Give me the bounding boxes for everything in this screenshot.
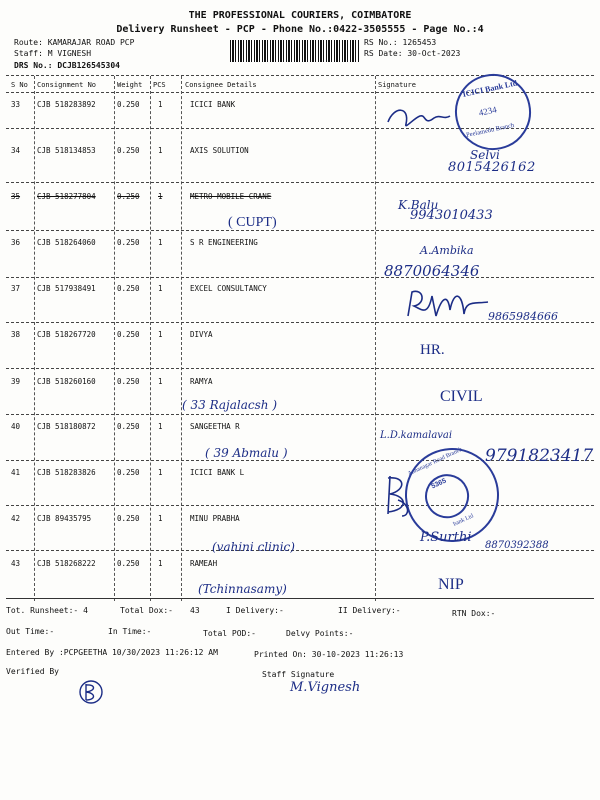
handwritten-signature: K.Balu: [398, 198, 439, 212]
cell-pcs: 1: [158, 192, 163, 201]
handwritten-note: HR.: [420, 342, 445, 358]
drs-number: DRS No.: DCJB126545304: [14, 61, 120, 70]
handwritten-note: CIVIL: [440, 388, 483, 405]
cell-consignment: CJB 518180872: [37, 422, 96, 431]
handwritten-phone: 8015426162: [448, 160, 536, 175]
handwritten-address: ( 33 Rajalacsh ): [182, 398, 278, 412]
handwritten-note: NIP: [438, 576, 464, 593]
cell-weight: 0.250: [117, 559, 140, 568]
route-label: Route: KAMARAJAR ROAD PCP: [14, 38, 135, 47]
stamp-code: 4234: [477, 104, 498, 118]
verified-by-label: Verified By: [6, 667, 59, 676]
cell-sno: 37: [11, 284, 21, 293]
cell-consignee: DIVYA: [190, 330, 213, 339]
i-delivery-label: I Delivery:-: [226, 606, 284, 615]
cell-sno: 38: [11, 330, 21, 339]
stamp-branch: Peelamedu Branch: [465, 121, 515, 139]
cell-consignee: S R ENGINEERING: [190, 238, 258, 247]
cell-sno: 43: [11, 559, 21, 568]
out-time-label: Out Time:-: [6, 627, 55, 636]
cell-consignment: CJB 518260160: [37, 377, 96, 386]
printed-on: Printed On: 30-10-2023 11:26:13: [254, 650, 404, 659]
cell-consignee: MINU PRABHA: [190, 514, 240, 523]
cell-weight: 0.250: [117, 146, 140, 155]
row-divider: [6, 230, 594, 231]
cell-consignment: CJB 518283892: [37, 100, 96, 109]
handwritten-phone: 8870064346: [384, 262, 480, 280]
cell-consignment: CJB 518283826: [37, 468, 96, 477]
rtn-dox-label: RTN Dox:-: [452, 609, 496, 618]
cell-consignment: CJB 518277804: [37, 192, 96, 201]
signature-row37: [402, 286, 492, 326]
col-header-consignment: Consignment No: [37, 81, 97, 89]
cell-consignee: RAMYA: [190, 377, 213, 386]
cell-pcs: 1: [158, 559, 163, 568]
cell-pcs: 1: [158, 238, 163, 247]
cell-weight: 0.250: [117, 377, 140, 386]
total-dox-value: 43: [190, 606, 200, 615]
cell-consignee: SANGEETHA R: [190, 422, 240, 431]
signature-row33: [384, 100, 454, 136]
cell-pcs: 1: [158, 330, 163, 339]
total-dox-label: Total Dox:-: [120, 606, 173, 615]
col-divider: [150, 76, 151, 601]
handwritten-phone: 9791823417: [485, 446, 594, 466]
col-header-pcs: PCS: [153, 81, 166, 89]
handwritten-address: ( 39 Abmalu ): [205, 446, 288, 460]
cell-consignee: ICICI BANK: [190, 100, 236, 109]
col-divider: [375, 76, 376, 601]
icici-bank-stamp: [448, 67, 538, 157]
cell-consignment: CJB 517938491: [37, 284, 96, 293]
handwritten-phone: 8870392388: [485, 540, 549, 551]
row-divider: [6, 414, 594, 415]
in-time-label: In Time:-: [108, 627, 152, 636]
handwritten-name: A.Ambika: [420, 244, 474, 257]
cell-consignee: RAMEAH: [190, 559, 218, 568]
cell-consignee: EXCEL CONSULTANCY: [190, 284, 267, 293]
handwritten-note: ( CUPT): [228, 215, 277, 230]
runsheet-subtitle: Delivery Runsheet - PCP - Phone No.:0422-3505555 - Page No.:4: [116, 24, 484, 35]
cell-sno: 40: [11, 422, 21, 431]
verifier-initial-mark: [74, 678, 108, 706]
cell-pcs: 1: [158, 100, 163, 109]
staff-signature-label: Staff Signature: [262, 670, 335, 679]
signature-row41: [380, 470, 416, 520]
col-header-consignee: Consignee Details: [185, 81, 257, 89]
rs-number: RS No.: 1265453: [364, 38, 437, 47]
cell-consignee: METRO MOBILE CRANE: [190, 192, 272, 201]
col-divider: [114, 76, 115, 601]
handwritten-name: L.D.kamalavai: [380, 430, 453, 441]
table-bottom-rule: [6, 598, 594, 599]
barcode-image: [230, 40, 360, 62]
cell-weight: 0.250: [117, 238, 140, 247]
entered-by: Entered By :PCPGEETHA 10/30/2023 11:26:12 AM: [6, 648, 218, 657]
cell-weight: 0.250: [117, 100, 140, 109]
company-title: THE PROFESSIONAL COURIERS, COIMBATORE: [188, 10, 412, 21]
cell-sno: 33: [11, 100, 21, 109]
cell-weight: 0.250: [117, 330, 140, 339]
ii-delivery-label: II Delivery:-: [338, 606, 401, 615]
row-divider: [6, 368, 594, 369]
cell-pcs: 1: [158, 468, 163, 477]
cell-consignee: ICICI BANK L: [190, 468, 245, 477]
col-divider: [181, 76, 182, 601]
stamp-ring-text: Annanagar Road Branch: [406, 446, 464, 478]
cell-consignee: AXIS SOLUTION: [190, 146, 249, 155]
cell-pcs: 1: [158, 284, 163, 293]
col-header-signature: Signature: [378, 81, 416, 89]
col-header-weight: Weight: [117, 81, 143, 89]
cell-sno: 41: [11, 468, 21, 477]
cell-weight: 0.250: [117, 284, 140, 293]
row-divider: [6, 277, 594, 278]
handwritten-name: Selvi: [470, 148, 500, 162]
handwritten-phone: 9943010433: [410, 208, 493, 223]
handwritten-address: (vahini clinic): [212, 540, 295, 554]
rs-date: RS Date: 30-Oct-2023: [364, 49, 461, 58]
cell-pcs: 1: [158, 377, 163, 386]
cell-sno: 39: [11, 377, 21, 386]
cell-sno: 35: [11, 192, 21, 201]
cell-weight: 0.250: [117, 468, 140, 477]
cell-sno: 42: [11, 514, 21, 523]
handwritten-name: P.Surthi: [420, 530, 472, 545]
cell-weight: 0.250: [117, 422, 140, 431]
cell-consignment: CJB 89435795: [37, 514, 92, 523]
cell-weight: 0.250: [117, 192, 140, 201]
row-divider: [6, 182, 594, 183]
delvy-points-label: Delvy Points:-: [286, 629, 354, 638]
cell-consignment: CJB 518264060: [37, 238, 96, 247]
stamp-code: 5365: [430, 477, 448, 491]
cell-sno: 34: [11, 146, 21, 155]
cell-consignment: CJB 518267720: [37, 330, 96, 339]
handwritten-phone: 9865984666: [488, 310, 558, 323]
cell-pcs: 1: [158, 146, 163, 155]
cell-weight: 0.250: [117, 514, 140, 523]
cell-pcs: 1: [158, 514, 163, 523]
tot-runsheet: Tot. Runsheet:- 4: [6, 606, 88, 615]
stamp-bank-name: ICICI Bank Ltd: [461, 78, 518, 99]
row-divider: [6, 505, 594, 506]
stamp-bottom-text: bank Ltd: [452, 513, 475, 528]
cell-sno: 36: [11, 238, 21, 247]
cell-pcs: 1: [158, 422, 163, 431]
staff-handwritten-signature: M.Vignesh: [290, 680, 361, 695]
cell-consignment: CJB 518134853: [37, 146, 96, 155]
col-divider: [34, 76, 35, 601]
total-pod-label: Total POD:-: [203, 629, 256, 638]
handwritten-address: (Tchinnasamy): [198, 582, 287, 596]
col-header-sno: S No: [11, 81, 28, 89]
staff-label: Staff: M VIGNESH: [14, 49, 92, 58]
cell-consignment: CJB 518268222: [37, 559, 96, 568]
